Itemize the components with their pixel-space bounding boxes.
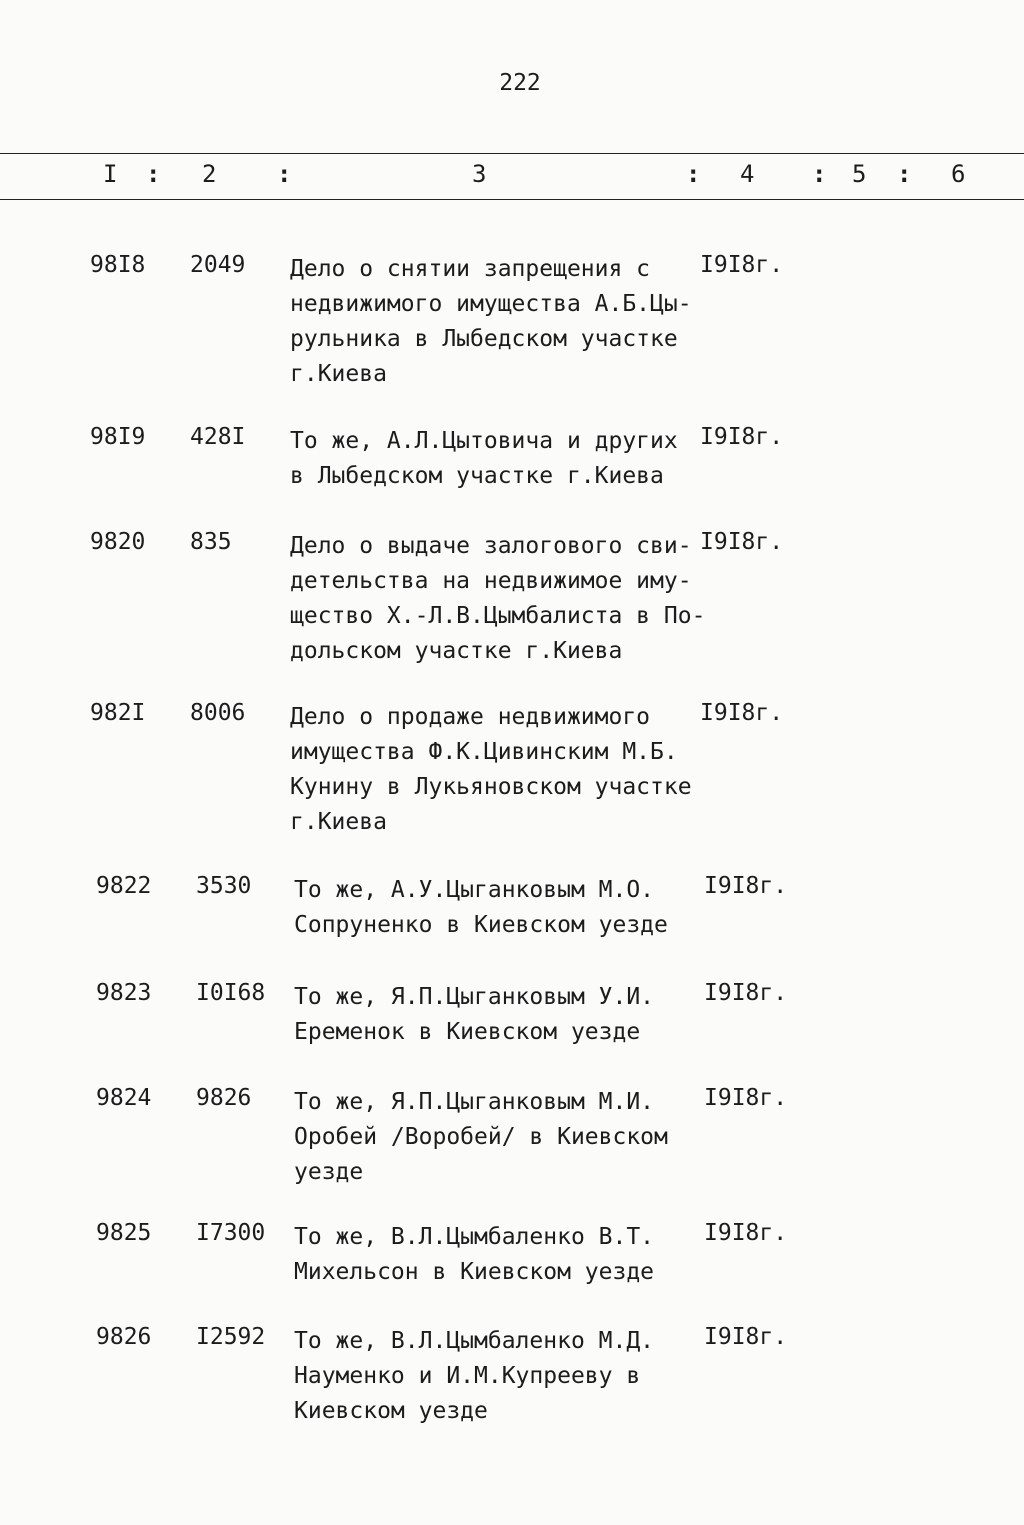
record-title-line: г.Киева bbox=[290, 809, 387, 835]
record-title-line: Дело о снятии запрещения с bbox=[290, 256, 651, 282]
record-title-line: То же, Я.П.Цыганковым У.И. bbox=[294, 984, 655, 1010]
column-separator: : bbox=[812, 160, 827, 188]
record-inventory: 8006 bbox=[190, 700, 246, 726]
record-number: 9825 bbox=[96, 1220, 152, 1246]
column-header-4: 4 bbox=[740, 160, 755, 188]
record-title-line: щество Х.-Л.В.Цымбалиста в По- bbox=[290, 603, 706, 629]
record-title-line: Сопруненко в Киевском уезде bbox=[294, 912, 668, 938]
record-title-line: имущества Ф.К.Цивинским М.Б. bbox=[290, 739, 678, 765]
record-inventory: 835 bbox=[190, 529, 232, 555]
record-number: 9824 bbox=[96, 1085, 152, 1111]
record-date: I9I8г. bbox=[700, 700, 784, 726]
record-title bbox=[294, 1324, 734, 1429]
record-title bbox=[290, 424, 730, 494]
record-title-line: То же, А.У.Цыганковым М.О. bbox=[294, 877, 655, 903]
record-date: I9I8г. bbox=[704, 1324, 788, 1350]
record-date: I9I8г. bbox=[700, 529, 784, 555]
record-title-line: Михельсон в Киевском уезде bbox=[294, 1259, 655, 1285]
record-inventory: I0I68 bbox=[196, 980, 266, 1006]
record-inventory: 9826 bbox=[196, 1085, 252, 1111]
record-title bbox=[290, 700, 730, 840]
column-header-row bbox=[0, 160, 1024, 190]
record-title bbox=[290, 252, 730, 392]
record-title-line: Оробей /Воробей/ в Киевском bbox=[294, 1124, 668, 1150]
record-title bbox=[294, 980, 734, 1050]
record-number: 9826 bbox=[96, 1324, 152, 1350]
record-title-line: в Лыбедском участке г.Киева bbox=[290, 463, 664, 489]
record-inventory: I7300 bbox=[196, 1220, 266, 1246]
page-number: 222 bbox=[499, 70, 541, 96]
record-number: 98I9 bbox=[90, 424, 146, 450]
column-header-2: 2 bbox=[202, 160, 217, 188]
column-separator: : bbox=[277, 160, 292, 188]
record-title-line: Кунину в Лукьяновском участке bbox=[290, 774, 692, 800]
column-header-3: 3 bbox=[472, 160, 487, 188]
record-inventory: 2049 bbox=[190, 252, 246, 278]
column-header-5: 5 bbox=[852, 160, 867, 188]
column-header-6: 6 bbox=[951, 160, 966, 188]
record-inventory: 428I bbox=[190, 424, 246, 450]
record-title-line: рульника в Лыбедском участке bbox=[290, 326, 678, 352]
record-number: 9820 bbox=[90, 529, 146, 555]
record-inventory: 3530 bbox=[196, 873, 252, 899]
record-title-line: Дело о выдаче залогового сви- bbox=[290, 533, 692, 559]
record-title-line: То же, В.Л.Цымбаленко В.Т. bbox=[294, 1224, 655, 1250]
record-title-line: детельства на недвижимое иму- bbox=[290, 568, 692, 594]
record-title-line: То же, В.Л.Цымбаленко М.Д. bbox=[294, 1328, 655, 1354]
header-top-rule bbox=[0, 153, 1024, 154]
record-inventory: I2592 bbox=[196, 1324, 266, 1350]
record-number: 9823 bbox=[96, 980, 152, 1006]
record-title bbox=[294, 873, 734, 943]
record-title-line: Еременок в Киевском уезде bbox=[294, 1019, 641, 1045]
record-title-line: г.Киева bbox=[290, 361, 387, 387]
record-date: I9I8г. bbox=[700, 252, 784, 278]
record-title bbox=[294, 1085, 734, 1190]
record-title-line: То же, Я.П.Цыганковым М.И. bbox=[294, 1089, 655, 1115]
record-title-line: То же, А.Л.Цытовича и других bbox=[290, 428, 678, 454]
record-title-line: Науменко и И.М.Купрееву в bbox=[294, 1363, 641, 1389]
record-title bbox=[294, 1220, 734, 1290]
record-title-line: Дело о продаже недвижимого bbox=[290, 704, 651, 730]
record-date: I9I8г. bbox=[700, 424, 784, 450]
record-date: I9I8г. bbox=[704, 1085, 788, 1111]
record-date: I9I8г. bbox=[704, 980, 788, 1006]
record-title-line: Киевском уезде bbox=[294, 1398, 488, 1424]
record-title bbox=[290, 529, 730, 669]
record-title-line: недвижимого имущества А.Б.Цы- bbox=[290, 291, 692, 317]
column-separator: : bbox=[686, 160, 701, 188]
record-number: 98I8 bbox=[90, 252, 146, 278]
column-header-1: I bbox=[103, 160, 118, 188]
record-number: 982I bbox=[90, 700, 146, 726]
record-title-line: уезде bbox=[294, 1159, 364, 1185]
record-title-line: дольском участке г.Киева bbox=[290, 638, 623, 664]
record-date: I9I8г. bbox=[704, 873, 788, 899]
record-date: I9I8г. bbox=[704, 1220, 788, 1246]
header-bottom-rule bbox=[0, 199, 1024, 200]
record-number: 9822 bbox=[96, 873, 152, 899]
column-separator: : bbox=[146, 160, 161, 188]
column-separator: : bbox=[897, 160, 912, 188]
